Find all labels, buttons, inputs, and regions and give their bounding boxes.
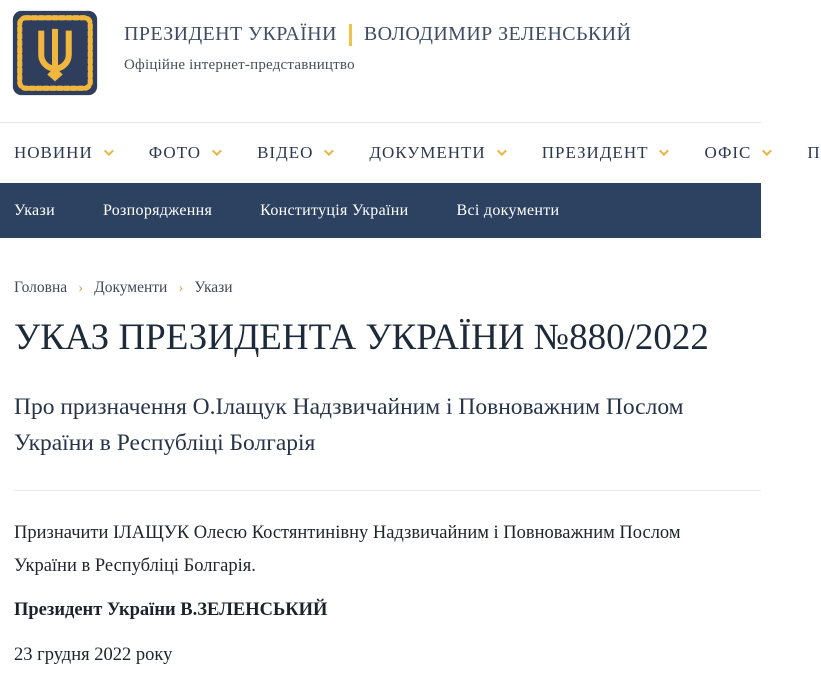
nav-item-video[interactable]	[257, 143, 331, 163]
breadcrumb-home[interactable]: Головна	[14, 279, 68, 296]
nav-item-label: П	[807, 143, 821, 162]
breadcrumb-documents[interactable]: Документи	[94, 279, 168, 296]
documents-subnav	[0, 183, 761, 238]
subnav-item-orders[interactable]: Розпорядження	[102, 201, 213, 219]
nav-item-label: ОФІС	[704, 143, 752, 162]
header-text-block	[124, 10, 631, 74]
site-subtitle: Офіційне інтернет-представництво	[124, 57, 355, 73]
nav-item-office[interactable]	[704, 143, 769, 163]
nav-item-news[interactable]	[14, 143, 111, 163]
chevron-down-icon	[324, 146, 334, 156]
chevron-down-icon	[497, 146, 507, 156]
subnav-item-decrees[interactable]: Укази	[14, 201, 55, 219]
nav-item-photo[interactable]	[149, 143, 219, 163]
nav-item-label: ФОТО	[148, 143, 202, 162]
coat-of-arms-logo[interactable]	[12, 10, 98, 96]
subnav-item-all-documents[interactable]: Всі документи	[456, 201, 560, 219]
decree-date: 23 грудня 2022 року	[14, 645, 173, 666]
site-title-president[interactable]: ПРЕЗИДЕНТ УКРАЇНИ	[124, 23, 337, 45]
decree-subtitle: Про призначення О.Ілащук Надзвичайним і Повноважним Послом України в Республіці Болгарія	[14, 394, 684, 457]
main-navigation	[0, 123, 821, 183]
decree-title: УКАЗ ПРЕЗИДЕНТА УКРАЇНИ №880/2022	[14, 317, 709, 358]
subnav-item-constitution[interactable]: Конституція України	[260, 201, 409, 219]
nav-item-press-truncated[interactable]	[807, 143, 820, 163]
nav-item-label: ДОКУМЕНТИ	[369, 143, 486, 162]
document-divider	[14, 490, 761, 491]
breadcrumb-decrees[interactable]: Укази	[194, 279, 233, 296]
nav-item-documents[interactable]	[369, 143, 503, 163]
breadcrumb-separator-icon: ›	[178, 279, 184, 296]
chevron-down-icon	[762, 146, 772, 156]
chevron-down-icon	[659, 146, 669, 156]
decree-document	[0, 316, 761, 666]
site-title-zelensky[interactable]: ВОЛОДИМИР ЗЕЛЕНСЬКИЙ	[363, 23, 632, 45]
chevron-down-icon	[212, 146, 222, 156]
trident-icon	[12, 10, 98, 96]
nav-item-label: НОВИНИ	[14, 143, 93, 162]
decree-body-text: Призначити ІЛАЩУК Олесю Костянтинівну Надзвичайним і Повноважним Послом України в Республіці Болгарія.	[14, 522, 681, 577]
site-header	[0, 0, 761, 122]
nav-item-president[interactable]	[542, 143, 667, 163]
title-separator-bar	[349, 24, 352, 46]
breadcrumb-separator-icon: ›	[78, 279, 84, 296]
site-title	[124, 23, 631, 46]
chevron-down-icon	[104, 146, 114, 156]
nav-item-label: ПРЕЗИДЕНТ	[541, 143, 649, 162]
breadcrumb	[14, 279, 761, 297]
decree-signature: Президент України В.ЗЕЛЕНСЬКИЙ	[14, 600, 328, 621]
nav-item-label: ВІДЕО	[257, 143, 314, 162]
